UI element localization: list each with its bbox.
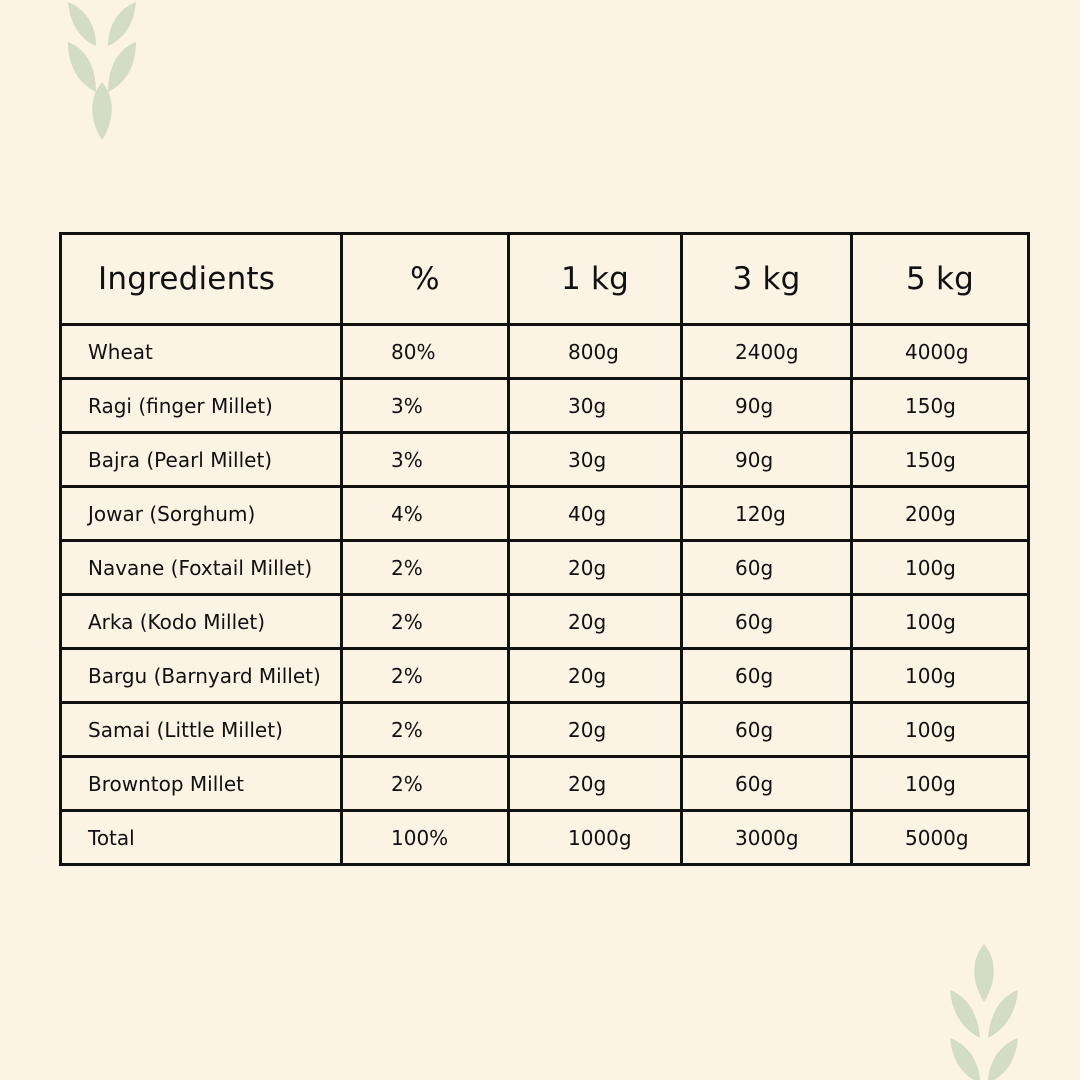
amount-1kg-cell: 30g [509,433,682,487]
header-1kg: 1 kg [509,234,682,325]
percent-cell: 2% [342,649,509,703]
amount-3kg-cell: 2400g [682,325,852,379]
amount-1kg-cell: 30g [509,379,682,433]
amount-5kg-cell: 4000g [852,325,1029,379]
table-row [61,703,1029,757]
wheat-sprig-icon [944,940,1024,1080]
amount-1kg-cell: 20g [509,595,682,649]
amount-1kg-cell: 20g [509,649,682,703]
amount-5kg-cell: 100g [852,649,1029,703]
total-5kg: 5000g [852,811,1029,865]
table-row [61,379,1029,433]
percent-cell: 2% [342,595,509,649]
header-ingredients: Ingredients [61,234,342,325]
percent-cell: 3% [342,433,509,487]
ingredient-name: Navane (Foxtail Millet) [61,541,342,595]
table-row [61,541,1029,595]
table-row [61,757,1029,811]
ingredient-name: Samai (Little Millet) [61,703,342,757]
ingredient-name: Arka (Kodo Millet) [61,595,342,649]
ingredient-name: Bargu (Barnyard Millet) [61,649,342,703]
table-row [61,595,1029,649]
amount-1kg-cell: 800g [509,325,682,379]
header-3kg: 3 kg [682,234,852,325]
total-percent: 100% [342,811,509,865]
table-row [61,487,1029,541]
amount-1kg-cell: 40g [509,487,682,541]
header-5kg: 5 kg [852,234,1029,325]
amount-3kg-cell: 60g [682,649,852,703]
percent-cell: 2% [342,541,509,595]
amount-3kg-cell: 60g [682,541,852,595]
table-row [61,325,1029,379]
amount-1kg-cell: 20g [509,541,682,595]
total-3kg: 3000g [682,811,852,865]
percent-cell: 3% [342,379,509,433]
amount-3kg-cell: 120g [682,487,852,541]
amount-5kg-cell: 100g [852,703,1029,757]
amount-5kg-cell: 100g [852,541,1029,595]
ingredient-name: Jowar (Sorghum) [61,487,342,541]
header-percent: % [342,234,509,325]
table-row [61,433,1029,487]
amount-3kg-cell: 60g [682,703,852,757]
table-header [61,234,1029,325]
ingredient-name: Browntop Millet [61,757,342,811]
amount-3kg-cell: 60g [682,757,852,811]
ingredient-name: Wheat [61,325,342,379]
amount-5kg-cell: 200g [852,487,1029,541]
amount-5kg-cell: 150g [852,433,1029,487]
amount-3kg-cell: 60g [682,595,852,649]
amount-3kg-cell: 90g [682,433,852,487]
amount-5kg-cell: 100g [852,595,1029,649]
table-row [61,649,1029,703]
wheat-leaf-icon [60,0,144,142]
percent-cell: 4% [342,487,509,541]
ingredient-name: Bajra (Pearl Millet) [61,433,342,487]
table-body [61,325,1029,865]
percent-cell: 80% [342,325,509,379]
ingredients-table [59,232,1030,866]
total-label: Total [61,811,342,865]
total-row [61,811,1029,865]
header-row [61,234,1029,325]
total-1kg: 1000g [509,811,682,865]
amount-5kg-cell: 150g [852,379,1029,433]
amount-3kg-cell: 90g [682,379,852,433]
amount-1kg-cell: 20g [509,703,682,757]
amount-5kg-cell: 100g [852,757,1029,811]
amount-1kg-cell: 20g [509,757,682,811]
percent-cell: 2% [342,703,509,757]
percent-cell: 2% [342,757,509,811]
ingredient-name: Ragi (finger Millet) [61,379,342,433]
